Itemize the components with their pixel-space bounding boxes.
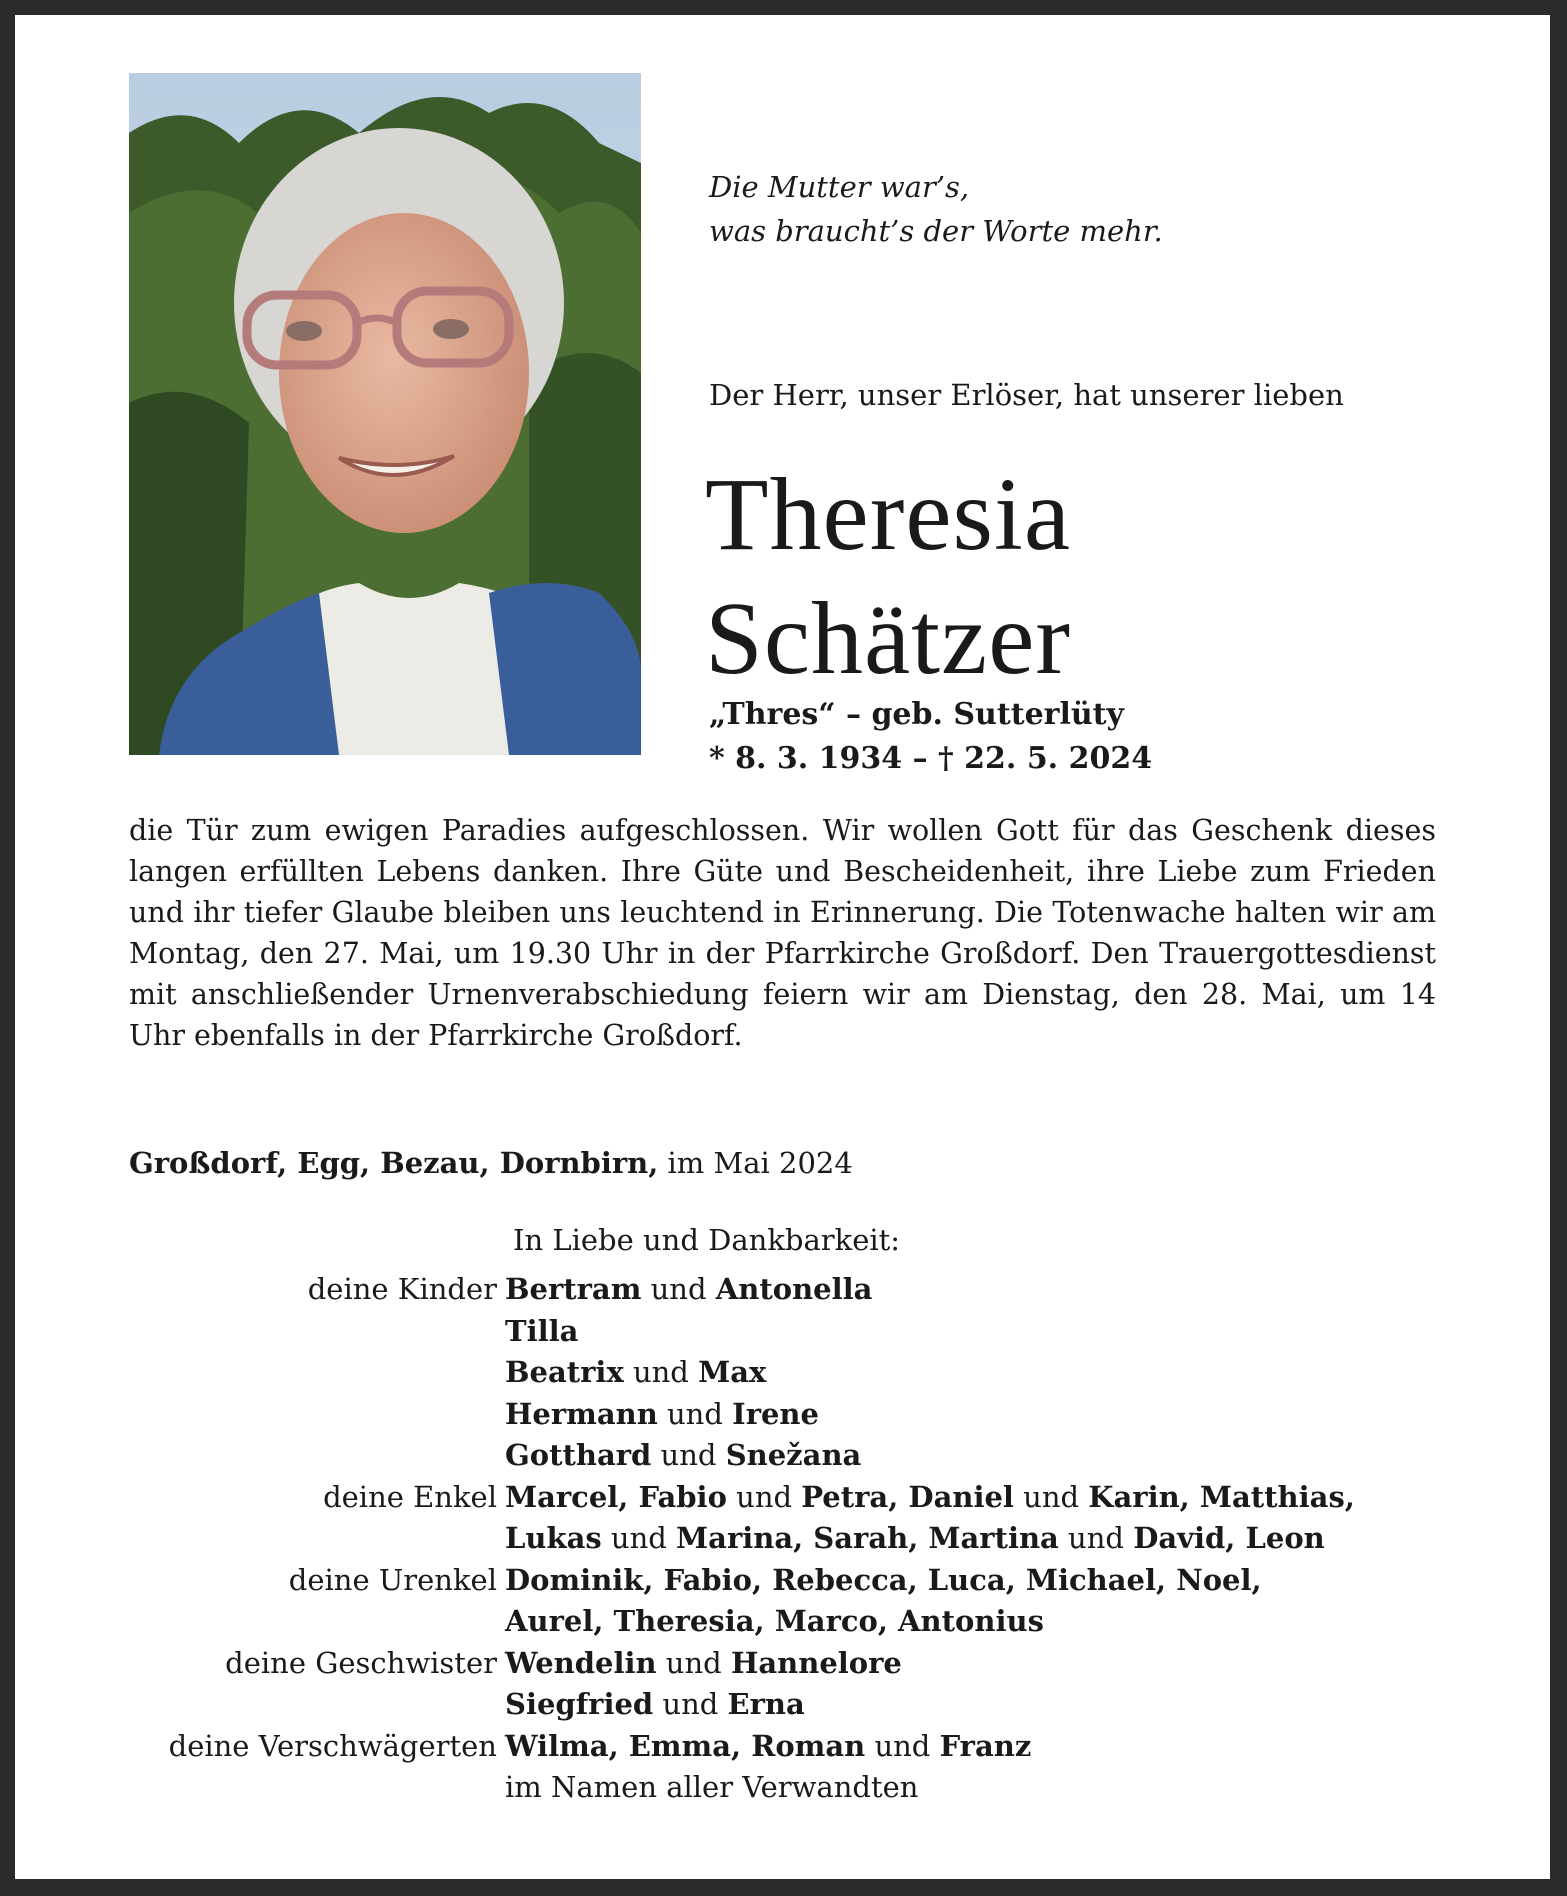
relation-label <box>15 1394 505 1436</box>
person-name: Max <box>698 1355 767 1389</box>
person-name: Hannelore <box>730 1645 902 1680</box>
connector-text: und <box>641 1272 716 1306</box>
person-name: Marina, Sarah, Martina <box>676 1521 1059 1555</box>
relation-label <box>15 1352 505 1394</box>
towns: Großdorf, Egg, Bezau, Dornbirn, <box>129 1146 659 1180</box>
relation-label <box>15 1684 505 1726</box>
survivor-row <box>15 1518 1550 1560</box>
survivor-names <box>505 1684 805 1726</box>
person-name: Marcel, Fabio <box>505 1479 727 1514</box>
relation-label: deine Geschwister <box>225 1645 497 1680</box>
person-name: Tilla <box>505 1313 579 1348</box>
person-name: Irene <box>732 1396 819 1431</box>
survivor-names <box>505 1394 819 1436</box>
nickname-line: „Thres“ – geb. Sutterlüty <box>709 697 1124 732</box>
survivor-row <box>15 1767 1550 1809</box>
survivor-row <box>15 1601 1550 1643</box>
relation-label <box>15 1601 505 1643</box>
deceased-name <box>705 453 1071 701</box>
body-paragraph: die Tür zum ewigen Paradies aufgeschlossen. Wir wollen Gott für das Geschenk dieses langen erfüllten Lebens danken. Ihre Güte und Bescheidenheit, ihre Liebe zum Frieden und ihr tiefer Glaube bleiben uns leuchtend in Erinnerung. Die Totenwache halten wir am Montag, den 27. Mai, um 19.30 Uhr in der Pfarrkirche Großdorf. Den Trauergottesdienst mit anschließender Urnenverabschiedung feiern wir am Dienstag, den 28. Mai, um 14 Uhr ebenfalls in der Pfarrkirche Großdorf. <box>129 814 1436 1052</box>
motto-quote <box>709 165 1163 253</box>
person-name: David, Leon <box>1133 1521 1325 1555</box>
last-name: Schätzer <box>705 581 1072 696</box>
survivor-row <box>15 1394 1550 1436</box>
place-date-line <box>129 1143 853 1183</box>
person-name: Antonella <box>715 1272 873 1306</box>
obituary-page <box>15 15 1550 1879</box>
connector-text: und <box>623 1355 699 1389</box>
connector-text: und <box>657 1396 733 1431</box>
survivor-names <box>505 1435 861 1477</box>
survivor-names <box>505 1726 1031 1768</box>
person-name: Franz <box>939 1728 1032 1763</box>
survivor-names <box>505 1477 1355 1519</box>
survivor-names <box>505 1643 902 1685</box>
date: im Mai 2024 <box>667 1146 853 1180</box>
body-text <box>129 810 1436 1056</box>
intro-line: Der Herr, unser Erlöser, hat unserer lieben <box>709 378 1344 412</box>
relation-label: deine Enkel <box>323 1479 497 1514</box>
first-name: Theresia <box>705 457 1072 572</box>
relation-label: deine Verschwägerten <box>168 1728 497 1763</box>
survivor-names <box>505 1767 918 1809</box>
connector-text: und <box>601 1521 677 1555</box>
connector-text: und <box>656 1645 731 1680</box>
connector-text: und <box>1013 1479 1089 1514</box>
person-name: Snežana <box>725 1438 862 1472</box>
thanks-line: In Liebe und Dankbarkeit: <box>513 1223 901 1257</box>
person-name: Lukas <box>505 1521 602 1555</box>
person-name: Siegfried <box>505 1687 654 1721</box>
survivor-names <box>505 1352 766 1394</box>
relation-label: deine Urenkel <box>288 1562 497 1597</box>
motto-line-1: Die Mutter war’s, <box>709 170 970 204</box>
relation-label <box>15 1311 505 1353</box>
survivor-names <box>505 1601 1044 1643</box>
connector-text: und <box>1058 1521 1134 1555</box>
relation-label <box>15 1518 505 1560</box>
person-name: Karin, Matthias, <box>1088 1479 1355 1514</box>
connector-text: im Namen aller Verwandten <box>505 1770 919 1804</box>
connector-text: und <box>865 1728 940 1763</box>
survivor-names <box>505 1311 578 1353</box>
person-name: Beatrix <box>505 1355 624 1389</box>
survivor-row <box>15 1477 1550 1519</box>
connector-text: und <box>651 1438 726 1472</box>
survivor-row <box>15 1435 1550 1477</box>
survivor-row <box>15 1726 1550 1768</box>
relation-label <box>15 1435 505 1477</box>
person-name: Gotthard <box>505 1438 652 1472</box>
motto-line-2: was braucht’s der Worte mehr. <box>709 214 1163 248</box>
person-name: Wendelin <box>505 1645 657 1680</box>
connector-text: und <box>653 1687 728 1721</box>
portrait-photo <box>129 73 641 755</box>
survivor-names <box>505 1518 1325 1560</box>
person-name: Dominik, Fabio, Rebecca, Luca, Michael, Noel, <box>505 1562 1262 1597</box>
person-name: Wilma, Emma, Roman <box>505 1728 866 1763</box>
connector-text: und <box>726 1479 802 1514</box>
portrait-illustration <box>129 73 641 755</box>
survivor-row <box>15 1311 1550 1353</box>
person-name: Hermann <box>505 1396 658 1431</box>
relation-label <box>15 1767 505 1809</box>
life-dates: * 8. 3. 1934 – † 22. 5. 2024 <box>709 741 1153 776</box>
survivor-names <box>505 1269 872 1311</box>
person-name: Erna <box>727 1687 805 1721</box>
survivors-list <box>15 1269 1550 1809</box>
person-name: Aurel, Theresia, Marco, Antonius <box>505 1604 1044 1638</box>
relation-label: deine Kinder <box>307 1272 497 1306</box>
survivor-row <box>15 1269 1550 1311</box>
survivor-row <box>15 1560 1550 1602</box>
survivor-names <box>505 1560 1262 1602</box>
survivor-row <box>15 1684 1550 1726</box>
survivor-row <box>15 1352 1550 1394</box>
survivor-row <box>15 1643 1550 1685</box>
person-name: Petra, Daniel <box>801 1479 1014 1514</box>
person-name: Bertram <box>505 1272 642 1306</box>
